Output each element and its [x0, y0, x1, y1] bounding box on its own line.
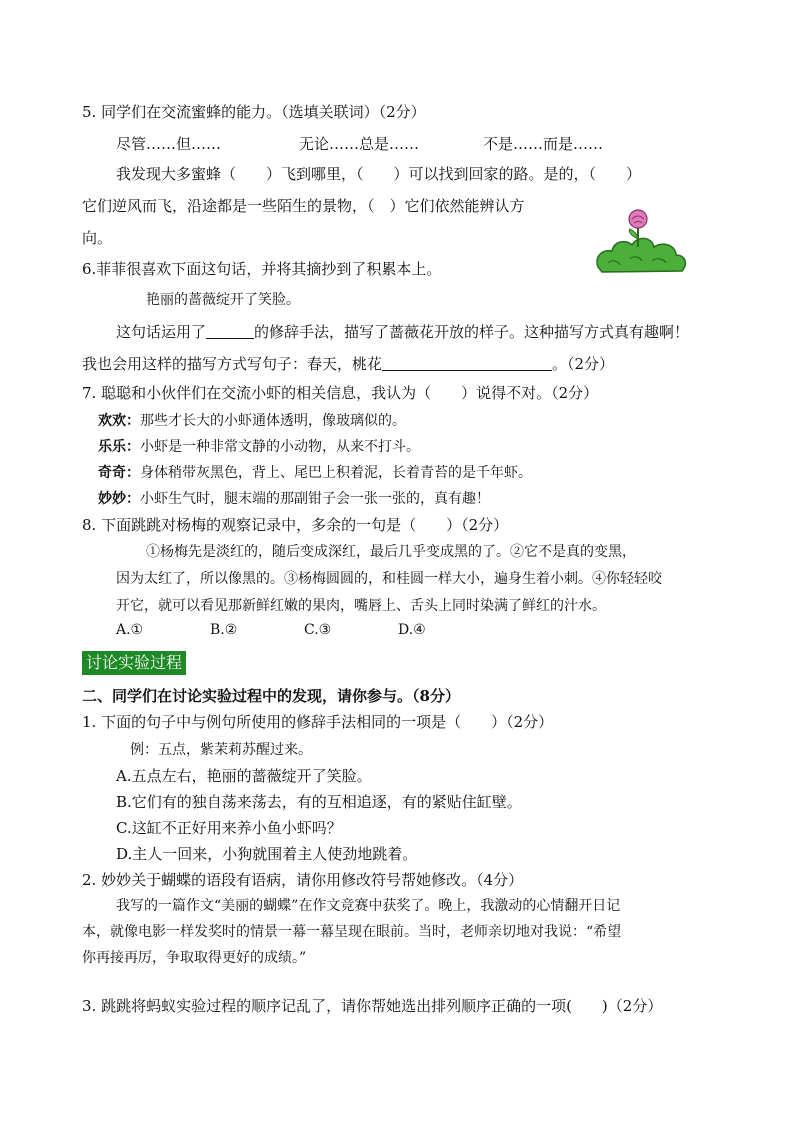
q7-title: 7. 聪聪和小伙伴们在交流小虾的相关信息，我认为（ ）说得不对。（2分） [82, 384, 599, 402]
q7-speaker: 欢欢： [98, 413, 140, 429]
s2-q1-title: 1. 下面的句子中与例句所使用的修辞手法相同的一项是（ ）（2分） [82, 713, 554, 731]
q8-option-b: B.② [210, 622, 238, 638]
s2-q1-option-d: D.主人一回来，小狗就围着主人使劲地跳着。 [116, 845, 418, 863]
s2-q1-option-a: A.五点左右，艳丽的蔷薇绽开了笑脸。 [116, 767, 372, 785]
q6-line-2-a: 我也会用这样的描写方式写句子：春天，桃花 [82, 355, 383, 373]
q7-text: 那些才长大的小虾通体透明，像玻璃似的。 [140, 413, 406, 429]
q6-line-2-b: 。（2分） [552, 355, 615, 373]
section-tag: 讨论实验过程 [82, 651, 186, 675]
q6-blank-1[interactable] [206, 324, 254, 339]
section-heading: 二、同学们在讨论实验过程中的发现，请你参与。（8分） [82, 687, 460, 705]
q7-statement [98, 463, 532, 483]
q7-text: 小虾是一种非常文静的小动物，从来不打斗。 [140, 439, 420, 455]
s2-q2-para-line: 本，就像电影一样发奖时的情景一幕一幕呈现在眼前。当时，老师亲切地对我说：“希望 [82, 924, 622, 940]
q5-option-1: 尽管……但…… [116, 135, 222, 153]
s2-q2-para-line: 我写的一篇作文“美丽的蝴蝶”在作文竞赛中获奖了。晚上，我激动的心情翻开日记 [116, 898, 621, 914]
q6-quote: 艳丽的蔷薇绽开了笑脸。 [146, 292, 300, 308]
q5-option-3: 不是……而是…… [483, 135, 604, 153]
s2-q2-title: 2. 妙妙关于蝴蝶的语段有语病，请你用修改符号帮她修改。（4分） [82, 871, 524, 889]
q7-statement [98, 411, 406, 431]
q7-text: 小虾生气时，腿末端的那副钳子会一张一张的，真有趣！ [140, 491, 490, 507]
q6-title: 6.菲菲很喜欢下面这句话，并将其摘抄到了积累本上。 [82, 260, 442, 278]
q5-title: 5. 同学们在交流蜜蜂的能力。（选填关联词）（2分） [82, 103, 426, 121]
q7-speaker: 乐乐： [98, 439, 140, 455]
flower-bush-illustration [592, 205, 690, 275]
q5-line-1: 我发现大多蜜蜂（ ）飞到哪里，（ ）可以找到回家的路。是的，（ ） [116, 165, 642, 183]
q8-title: 8. 下面跳跳对杨梅的观察记录中，多余的一句是（ ）（2分） [82, 516, 509, 534]
q8-para-line: 开它，就可以看见那新鲜红嫩的果肉，嘴唇上、舌头上同时染满了鲜红的汁水。 [116, 598, 606, 614]
q7-speaker: 妙妙： [98, 491, 140, 507]
q6-line-2 [82, 354, 614, 374]
s2-q3-title: 3. 跳跳将蚂蚁实验过程的顺序记乱了，请你帮她选出排列顺序正确的一项( )（2分） [82, 997, 663, 1015]
q7-speaker: 奇奇： [98, 465, 140, 481]
q7-text: 身体稍带灰黑色，背上、尾巴上积着泥，长着青苔的是千年虾。 [140, 465, 532, 481]
q7-statement [98, 437, 420, 457]
s2-q1-option-b: B.它们有的独自荡来荡去，有的互相追逐，有的紧贴住缸壁。 [116, 793, 522, 811]
q5-line-2: 它们逆风而飞，沿途都是一些陌生的景物，（ ）它们依然能辨认方 [82, 197, 525, 215]
q6-blank-2[interactable] [382, 356, 552, 371]
q7-statement [98, 489, 490, 509]
s2-q1-option-c: C.这缸不正好用来养小鱼小虾吗？ [116, 819, 342, 837]
q5-line-3: 向。 [82, 229, 113, 247]
s2-q1-example: 例：五点，紫茉莉苏醒过来。 [130, 742, 312, 758]
q8-para-line: ①杨梅先是淡红的，随后变成深红，最后几乎变成黑的了。②它不是真的变黑， [146, 544, 636, 560]
q6-line-1-a: 这句话运用了 [116, 323, 207, 341]
q5-option-2: 无论……总是…… [299, 135, 420, 153]
q6-line-1 [116, 322, 689, 342]
q8-para-line: 因为太红了，所以像黑的。③杨梅圆圆的，和桂圆一样大小，遍身生着小刺。④你轻轻咬 [116, 571, 662, 587]
q8-option-d: D.④ [398, 622, 426, 638]
s2-q2-para-line: 你再接再厉，争取取得更好的成绩。” [82, 950, 307, 966]
q8-option-a: A.① [116, 622, 144, 638]
q6-line-1-b: 的修辞手法，描写了蔷薇花开放的样子。这种描写方式真有趣啊！ [254, 323, 690, 341]
q8-option-c: C.③ [304, 622, 332, 638]
